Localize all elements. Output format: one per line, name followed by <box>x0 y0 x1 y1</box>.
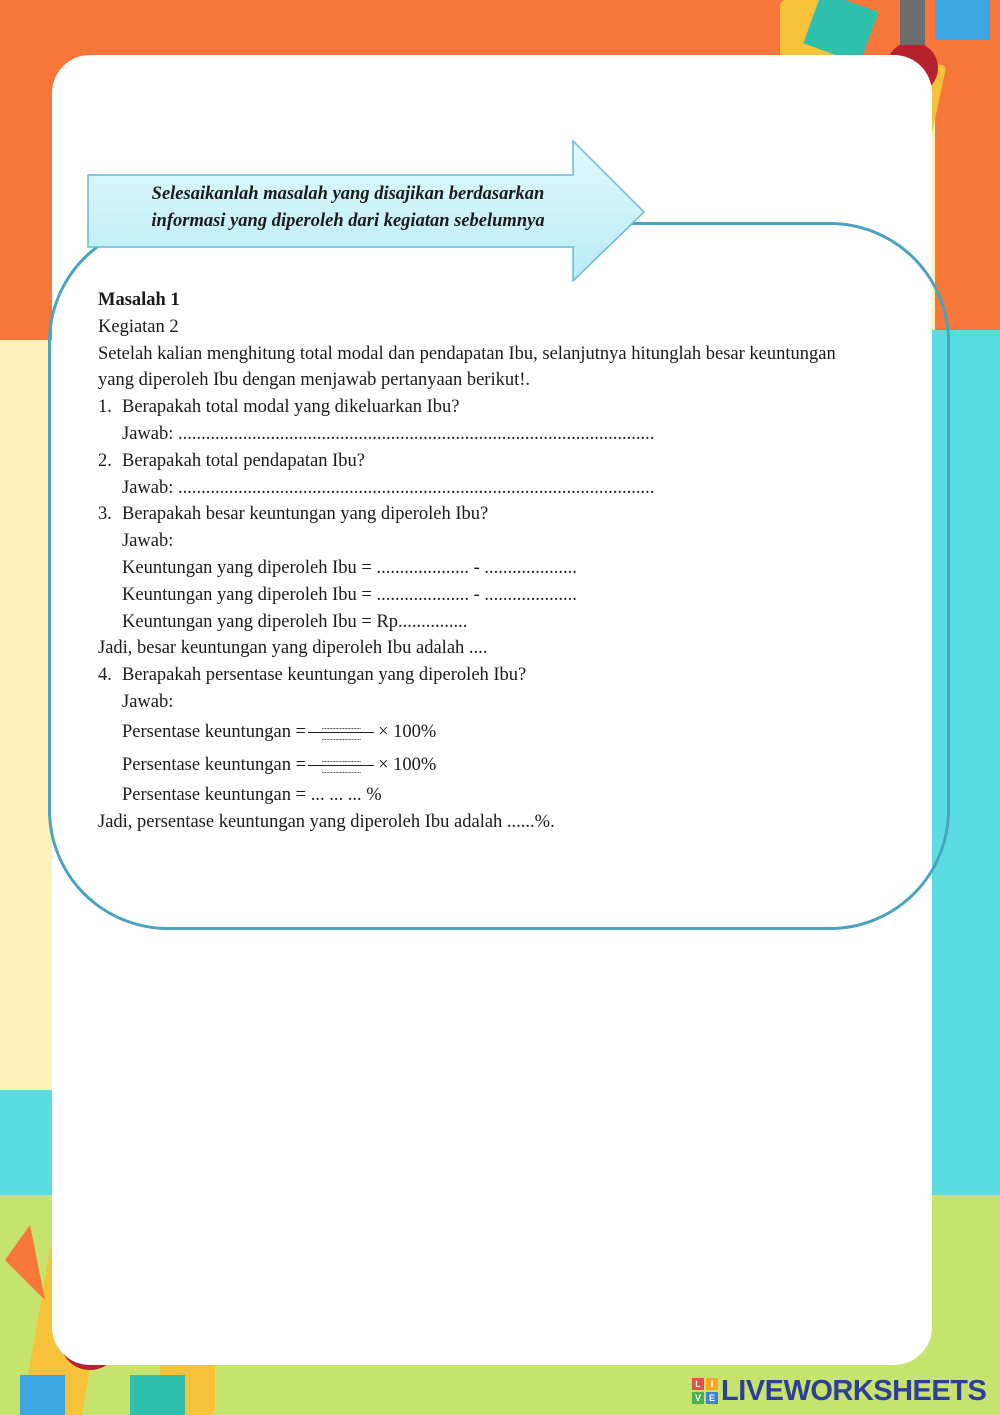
percentage-step-3-field[interactable]: Persentase keuntungan = ... ... ... % <box>122 784 382 805</box>
liveworksheets-logo-text: LIVEWORKSHEETS <box>721 1374 987 1407</box>
liveworksheets-logo-icon <box>692 1378 718 1404</box>
instruction-line-2: informasi yang diperoleh dari kegiatan sebelumnya <box>151 211 545 231</box>
instruction-text <box>108 181 588 235</box>
answer-3-step-1-field[interactable]: Keuntungan yang diperoleh Ibu = .................... - .................... <box>122 557 577 578</box>
fraction-numerator-field[interactable]: .......................... <box>308 723 374 733</box>
activity-subtitle: Kegiatan 2 <box>98 316 179 337</box>
percentage-label: Persentase keuntungan = <box>122 721 307 742</box>
fraction-field[interactable] <box>308 756 374 775</box>
intro-line-2: yang diperoleh Ibu dengan menjawab pertanyaan berikut!. <box>98 370 531 391</box>
fraction-denominator-field[interactable]: .......................... <box>321 766 361 775</box>
question-2 <box>98 448 928 475</box>
percentage-step-1 <box>98 716 928 749</box>
liveworksheets-logo[interactable] <box>692 1374 986 1408</box>
times-hundred-percent: × 100% <box>378 754 437 775</box>
percentage-step-2 <box>98 749 928 782</box>
logo-letter: V <box>692 1392 704 1404</box>
question-text: Berapakah total pendapatan Ibu? <box>122 450 365 471</box>
problem-content <box>98 287 928 835</box>
logo-letter: L <box>692 1378 704 1390</box>
question-text: Berapakah besar keuntungan yang diperoleh Ibu? <box>122 504 489 525</box>
problem-title: Masalah 1 <box>98 290 180 310</box>
answer-1-field[interactable]: Jawab: ....................................................................................................... <box>122 423 655 444</box>
logo-letter: I <box>706 1378 718 1390</box>
fraction-numerator-field[interactable]: .......................... <box>308 756 374 766</box>
answer-3-step-3-field[interactable]: Keuntungan yang diperoleh Ibu = Rp............... <box>122 611 468 632</box>
answer-4-label: Jawab: <box>122 691 174 712</box>
question-number: 2. <box>98 450 112 471</box>
question-number: 1. <box>98 397 112 418</box>
question-3 <box>98 501 928 528</box>
fraction-denominator-field[interactable]: .......................... <box>321 733 361 742</box>
logo-letter: E <box>706 1392 718 1404</box>
conclusion-4-field[interactable]: Jadi, persentase keuntungan yang diperoleh Ibu adalah ......%. <box>98 811 555 832</box>
times-hundred-percent: × 100% <box>378 721 437 742</box>
answer-3-label: Jawab: <box>122 531 174 552</box>
answer-3-step-2-field[interactable]: Keuntungan yang diperoleh Ibu = .................... - .................... <box>122 584 577 605</box>
question-number: 4. <box>98 665 112 686</box>
question-1 <box>98 394 928 421</box>
question-text: Berapakah persentase keuntungan yang diperoleh Ibu? <box>122 665 527 686</box>
question-4 <box>98 662 928 689</box>
question-text: Berapakah total modal yang dikeluarkan Ibu? <box>122 397 460 418</box>
conclusion-3-field[interactable]: Jadi, besar keuntungan yang diperoleh Ibu adalah .... <box>98 638 488 659</box>
instruction-line-1: Selesaikanlah masalah yang disajikan berdasarkan <box>151 184 545 204</box>
fraction-field[interactable] <box>308 723 374 742</box>
intro-line-1: Setelah kalian menghitung total modal dan pendapatan Ibu, selanjutnya hitunglah besar keuntungan <box>98 343 836 364</box>
question-number: 3. <box>98 504 112 525</box>
percentage-label: Persentase keuntungan = <box>122 754 307 775</box>
answer-2-field[interactable]: Jawab: ....................................................................................................... <box>122 477 655 498</box>
